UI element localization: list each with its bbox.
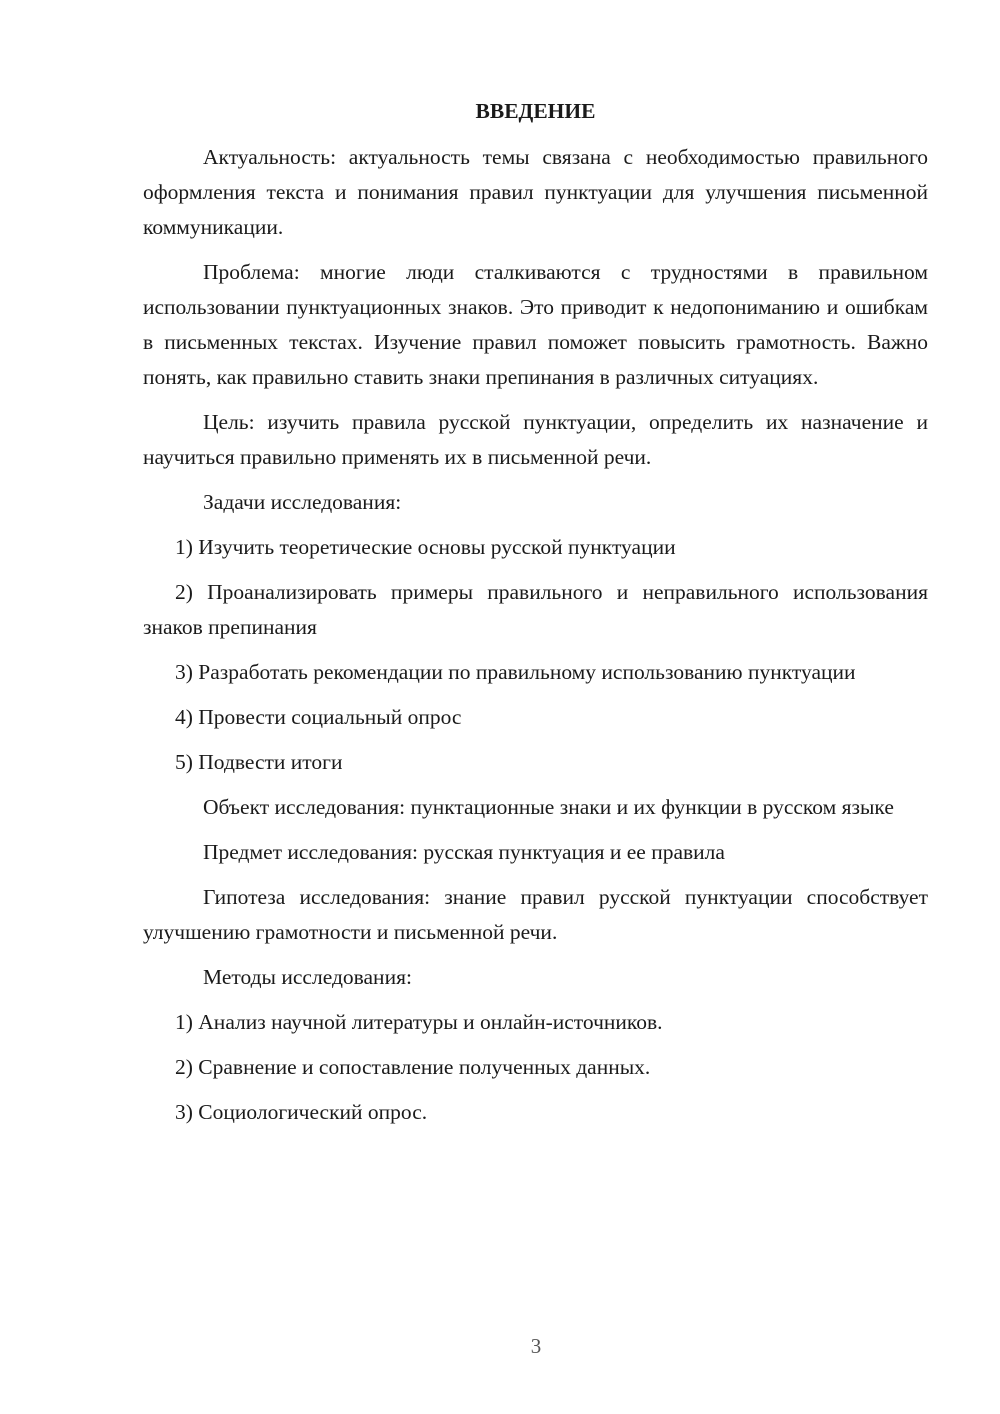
task-item: 5) Подвести итоги xyxy=(175,750,343,774)
relevance-paragraph: Актуальность: актуальность темы связана с необходимостью правильного оформления текста и понимания правил пунктуации для улучшения письменной коммуникации. xyxy=(143,145,928,239)
tasks-heading: Задачи исследования: xyxy=(203,490,402,514)
method-item: 3) Социологический опрос. xyxy=(175,1100,428,1124)
page-body xyxy=(143,96,928,1140)
task-item: 1) Изучить теоретические основы русской пунктуации xyxy=(175,535,676,559)
object-paragraph: Объект исследования: пунктационные знаки и их функции в русском языке xyxy=(203,795,894,819)
methods-heading: Методы исследования: xyxy=(203,965,412,989)
problem-paragraph: Проблема: многие люди сталкиваются с трудностями в правильном использовании пунктуационных знаков. Это приводит к недопониманию и ошибкам в письменных текстах. Изучение правил поможет повысить грамотность. Важно понять, как правильно ставить знаки препинания в различных ситуациях. xyxy=(143,260,928,389)
method-item: 1) Анализ научной литературы и онлайн-источников. xyxy=(175,1010,663,1034)
task-item: 4) Провести социальный опрос xyxy=(175,705,462,729)
task-item: 3) Разработать рекомендации по правильному использованию пунктуации xyxy=(175,660,856,684)
task-item: 2) Проанализировать примеры правильного и неправильного использования знаков препинания xyxy=(143,580,928,639)
subject-paragraph: Предмет исследования: русская пунктуация и ее правила xyxy=(203,840,725,864)
hypothesis-paragraph: Гипотеза исследования: знание правил русской пунктуации способствует улучшению грамотности и письменной речи. xyxy=(143,885,928,944)
page-title: ВВЕДЕНИЕ xyxy=(475,99,596,123)
method-item: 2) Сравнение и сопоставление полученных данных. xyxy=(175,1055,651,1079)
goal-paragraph: Цель: изучить правила русской пунктуации, определить их назначение и научиться правильно применять их в письменной речи. xyxy=(143,410,928,469)
page-number: 3 xyxy=(530,1334,542,1358)
